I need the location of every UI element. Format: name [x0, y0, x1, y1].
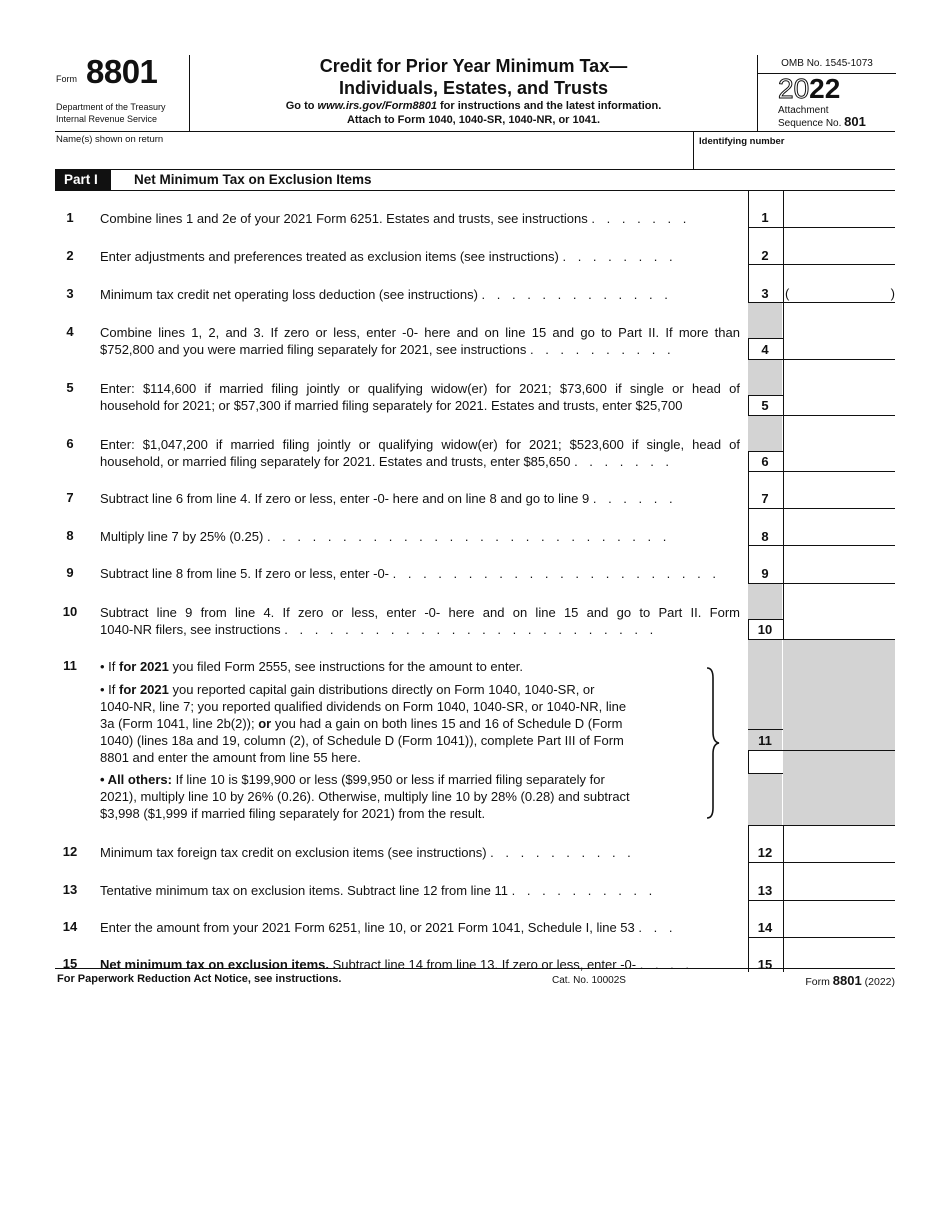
line-11-number: 11 — [63, 658, 77, 673]
l11-b3-line1 — [100, 771, 690, 788]
omb-number: OMB No. 1545-1073 — [758, 55, 896, 74]
l11-b2-l3-post: you had a gain on both lines 15 and 16 of Schedule D (Form — [271, 716, 623, 731]
line-7-dots: . . . . . . — [592, 491, 677, 506]
tax-year — [778, 73, 840, 105]
line-4-dots: . . . . . . . . . . — [529, 342, 675, 357]
line-6-number: 6 — [66, 436, 74, 451]
line-3-open-paren: ( — [785, 286, 790, 301]
instructions-prefix: Go to — [285, 100, 318, 112]
line-7-label: Subtract line 6 from line 4. If zero or less, enter -0- here and on line 8 and go to line 9 — [100, 491, 590, 506]
name-label: Name(s) shown on return — [56, 134, 164, 145]
line-6-text-2 — [100, 453, 740, 470]
l11-b2-pre: • If — [100, 682, 119, 697]
line-7-amount[interactable] — [783, 472, 895, 508]
line-9-dots: . . . . . . . . . . . . . . . . . . . . . . — [392, 566, 720, 581]
line-11-bullet-1 — [100, 658, 740, 675]
line-12-text — [100, 844, 740, 861]
line-11-bullet-3 — [100, 771, 690, 822]
line-10-box: 10 — [757, 622, 773, 637]
form-8801 — [55, 55, 895, 972]
line-1-amount[interactable] — [783, 191, 895, 227]
line-14-text — [100, 919, 740, 936]
line-2-label: Enter adjustments and preferences treated as exclusion items (see instructions) — [100, 249, 559, 264]
line-10-text-2 — [100, 621, 740, 638]
l11-b2-line5: 8801 and enter the amount from line 55 here. — [100, 750, 361, 765]
line-2-dots: . . . . . . . . — [562, 249, 677, 264]
line-10-label-2: 1040-NR filers, see instructions — [100, 622, 281, 637]
footer-year: (2022) — [864, 976, 895, 988]
line-3-close-paren: ) — [890, 286, 895, 301]
line-3-text — [100, 286, 740, 303]
l11-b2-l3-bold: or — [258, 716, 272, 731]
line-14-number: 14 — [62, 919, 78, 934]
l11-b2-l3-pre: 3a (Form 1041, line 2b(2)); — [100, 716, 259, 731]
form-number: 8801 — [86, 53, 158, 90]
form-header — [55, 55, 895, 132]
year-outline: 20 — [778, 73, 810, 104]
footer-form-number: 8801 — [832, 973, 862, 988]
line-3-label: Minimum tax credit net operating loss deduction (see instructions) — [100, 287, 478, 302]
omb-block — [757, 55, 896, 131]
l11-b1-post: you filed Form 2555, see instructions for the amount to enter. — [168, 659, 523, 674]
line-3-number: 3 — [66, 286, 74, 301]
line-10-number: 10 — [62, 604, 78, 619]
line-9-number: 9 — [66, 565, 74, 580]
dept-line-1: Department of the Treasury — [56, 102, 166, 112]
line-1-number: 1 — [66, 210, 74, 225]
line-15-dots: . . . . — [639, 957, 694, 972]
l11-b1-bold: for 2021 — [119, 659, 169, 674]
line-13-label: Tentative minimum tax on exclusion items. Subtract line 12 from line 11 — [100, 883, 508, 898]
line-1-text — [100, 210, 740, 227]
line-3-dots: . . . . . . . . . . . . . — [481, 287, 672, 302]
line-6-text-1: Enter: $1,047,200 if married filing jointly or qualifying widow(er) for 2021; $523,600 if single, head of — [100, 437, 740, 452]
line-12-number: 12 — [62, 844, 78, 859]
footer-form-id — [805, 973, 895, 988]
line-10-dots: . . . . . . . . . . . . . . . . . . . . . . . . . — [284, 622, 658, 637]
line-8-box: 8 — [761, 529, 769, 544]
line-1-box: 1 — [761, 210, 769, 225]
l11-b3-post: If line 10 is $199,900 or less ($99,950 or less if married filing separately for — [171, 772, 605, 787]
line-6-amount[interactable] — [783, 416, 895, 471]
line-11-box: 11 — [758, 733, 772, 748]
line-15-box: 15 — [757, 957, 773, 972]
title-block — [190, 55, 757, 131]
line-7-number: 7 — [66, 490, 74, 505]
line-13-amount[interactable] — [783, 863, 895, 900]
l11-b1-pre: • If — [100, 659, 119, 674]
line-1-dots: . . . . . . . — [591, 211, 691, 226]
l11-b2-line3 — [100, 715, 690, 732]
line-2-number: 2 — [66, 248, 74, 263]
line-6-dots: . . . . . . . — [574, 454, 674, 469]
line-11-bullet-2 — [100, 681, 690, 766]
line-4-text-2 — [100, 341, 740, 358]
line-13-text — [100, 882, 740, 899]
l11-b2-line4: 1040) (lines 18a and 19, column (2), of Schedule D (Form 1041)), complete Part III of Form — [100, 733, 624, 748]
line-7-box: 7 — [761, 491, 769, 506]
name-row — [55, 132, 895, 170]
id-label: Identifying number — [699, 136, 785, 147]
line-5-box: 5 — [761, 398, 769, 413]
l11-b3-bold: • All others: — [100, 772, 172, 787]
line-9-box: 9 — [761, 566, 769, 581]
line-14-amount[interactable] — [783, 901, 895, 937]
l11-b2-line2: 1040-NR, line 7; you reported qualified dividends on Form 1040, 1040-SR, or 1040-NR, line — [100, 699, 627, 714]
part-1-title: Net Minimum Tax on Exclusion Items — [134, 172, 372, 187]
line-4-box: 4 — [761, 342, 769, 357]
year-bold: 22 — [809, 73, 841, 104]
line-4-label-2: $752,800 and you were married filing separately for 2021, see instructions — [100, 342, 527, 357]
line-3-amount[interactable] — [783, 265, 895, 302]
part-1-lines — [55, 191, 895, 972]
l11-b2-bold: for 2021 — [119, 682, 169, 697]
line-15-label: Subtract line 14 from line 13. If zero or less, enter -0- — [329, 957, 637, 972]
line-3-box: 3 — [761, 286, 769, 301]
sequence-number: 801 — [844, 114, 866, 129]
line-14-dots: . . . — [638, 920, 677, 935]
department — [56, 101, 166, 125]
line-5-text-2: household for 2021; or $57,300 if married filing separately for 2021. Estates and trusts, enter $25,700 — [100, 398, 683, 413]
sequence-label: Sequence No. — [778, 118, 842, 129]
l11-b2-line1 — [100, 681, 690, 698]
part-1-header — [55, 170, 895, 191]
line-10-amount[interactable] — [783, 584, 895, 639]
line-14-box: 14 — [757, 920, 773, 935]
line-15-bold: Net minimum tax on exclusion items. — [100, 957, 329, 972]
line-12-box: 12 — [757, 845, 773, 860]
form-word: Form — [56, 74, 77, 84]
line-14-label: Enter the amount from your 2021 Form 6251, line 10, or 2021 Form 1041, Schedule I, line 53 — [100, 920, 635, 935]
l11-b3-line2: 2021), multiply line 10 by 26% (0.26). Otherwise, multiply line 10 by 28% (0.28) and subtract — [100, 789, 630, 804]
footer-form-word: Form — [805, 976, 830, 988]
paperwork-notice: For Paperwork Reduction Act Notice, see instructions. — [57, 973, 342, 985]
part-1-tag: Part I — [55, 170, 111, 190]
form-footer — [55, 968, 895, 989]
line-10-text-1: Subtract line 9 from line 4. If zero or less, enter -0- here and on line 15 and go to Part II. Form — [100, 605, 740, 620]
line-4-number: 4 — [66, 324, 74, 339]
attach-line: Attach to Form 1040, 1040-SR, 1040-NR, or 1041. — [346, 114, 601, 126]
line-4-amount[interactable] — [783, 303, 895, 359]
line-6-box: 6 — [761, 454, 769, 469]
line-8-amount[interactable] — [783, 509, 895, 545]
line-8-number: 8 — [66, 528, 74, 543]
form-id-block — [55, 55, 190, 131]
line-9-amount[interactable] — [783, 546, 895, 583]
sequence-line — [778, 116, 866, 129]
line-12-amount[interactable] — [783, 826, 895, 862]
line-8-label: Multiply line 7 by 25% (0.25) — [100, 529, 264, 544]
attachment-sequence — [778, 105, 866, 129]
title-line-2: Individuals, Estates, and Trusts — [338, 78, 609, 98]
line-9-label: Subtract line 8 from line 5. If zero or less, enter -0- — [100, 566, 390, 581]
line-6-label-2: household, or married filing separately for 2021. Estates and trusts, enter $85,650 — [100, 454, 571, 469]
line-15-number: 15 — [62, 956, 78, 971]
instructions-suffix: for instructions and the latest information. — [436, 100, 662, 112]
line-4-text-1: Combine lines 1, 2, and 3. If zero or less, enter -0- here and on line 15 and go to Part II. If more than — [100, 325, 740, 340]
line-12-dots: . . . . . . . . . . — [490, 845, 635, 860]
line-13-box: 13 — [757, 883, 773, 898]
l11-b3-line3: $3,998 ($1,999 if married filing separately for 2021) from the result. — [100, 806, 486, 821]
attachment-label: Attachment — [778, 105, 829, 116]
right-brace-icon — [705, 666, 721, 820]
title-line-1: Credit for Prior Year Minimum Tax— — [319, 56, 628, 76]
line-13-dots: . . . . . . . . . . — [511, 883, 657, 898]
dept-line-2: Internal Revenue Service — [56, 114, 158, 124]
line-8-dots: . . . . . . . . . . . . . . . . . . . . . . . . . . . — [266, 529, 671, 544]
line-5-amount[interactable] — [783, 360, 895, 415]
line-2-box: 2 — [761, 248, 769, 263]
line-11-amount[interactable] — [783, 729, 895, 750]
line-2-text — [100, 248, 740, 265]
instructions-line — [190, 99, 757, 113]
line-5-text-1: Enter: $114,600 if married filing jointly or qualifying widow(er) for 2021; $73,600 if single or head of — [100, 381, 740, 396]
line-15-amount[interactable] — [783, 938, 895, 972]
identifying-number-field[interactable] — [693, 132, 785, 169]
line-7-text — [100, 490, 740, 507]
line-5-number: 5 — [66, 380, 74, 395]
line-1-label: Combine lines 1 and 2e of your 2021 Form 6251. Estates and trusts, see instructions — [100, 211, 588, 226]
irs-url-link[interactable]: www.irs.gov/Form8801 — [317, 100, 437, 112]
line-2-amount[interactable] — [783, 228, 895, 264]
line-12-label: Minimum tax foreign tax credit on exclusion items (see instructions) — [100, 845, 487, 860]
line-9-text — [100, 565, 740, 582]
l11-b2-post: you reported capital gain distributions directly on Form 1040, 1040-SR, or — [168, 682, 595, 697]
line-8-text — [100, 528, 740, 545]
line-13-number: 13 — [62, 882, 78, 897]
catalog-number: Cat. No. 10002S — [552, 975, 626, 986]
